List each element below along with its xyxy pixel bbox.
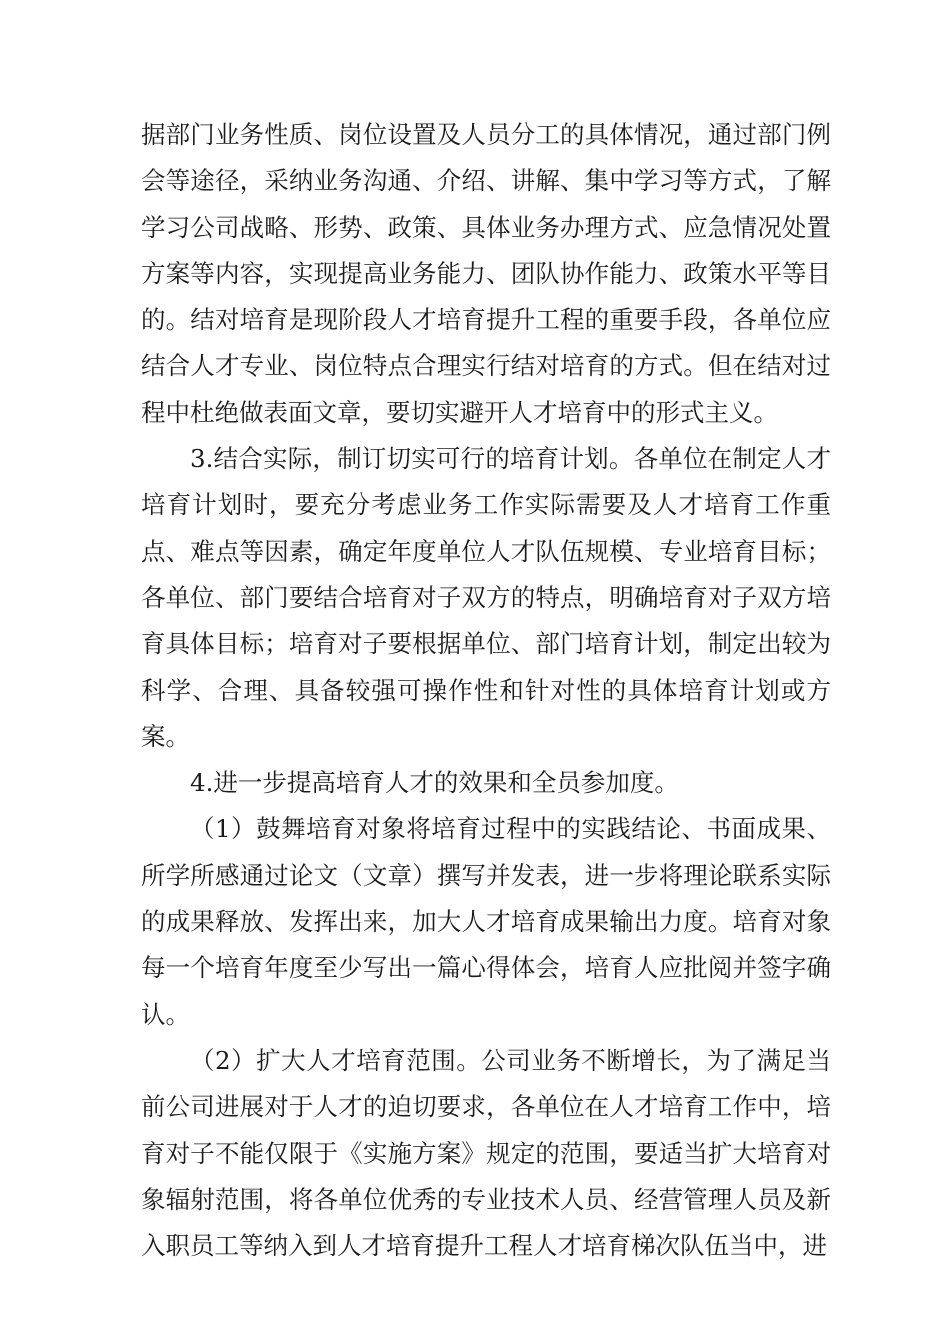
paragraph-item-3: 3.结合实际，制订切实可行的培育计划。各单位在制定人才培育计划时，要充分考虑业务工作实际需要及人才培育工作重点、难点等因素，确定年度单位人才队伍规模、专业培育目标；各单位、部门要结合培育对子双方的特点，明确培育对子双方培育具体目标；培育对子要根据单位、部门培育计划，制定出较为科学、合理、具备较强可操作性和针对性的具体培育计划或方案。 [141,444,831,751]
document-body [141,112,831,1269]
paragraph-item-4: 4.进一步提高培育人才的效果和全员参加度。 [190,768,679,798]
paragraph-continuation: 据部门业务性质、岗位设置及人员分工的具体情况，通过部门例会等途径，采纳业务沟通、介绍、讲解、集中学习等方式，了解学习公司战略、形势、政策、具体业务办理方式、应急情况处置方案等内容，实现提高业务能力、团队协作能力、政策水平等目的。结对培育是现阶段人才培育提升工程的重要手段，各单位应结合人才专业、岗位特点合理实行结对培育的方式。但在结对过程中杜绝做表面文章，要切实避开人才培育中的形式主义。 [141,120,831,427]
paragraph-subitem-2: （2）扩大人才培育范围。公司业务不断增长，为了满足当前公司进展对于人才的迫切要求，各单位在人才培育工作中，培育对子不能仅限于《实施方案》规定的范围，要适当扩大培育对象辐射范围，将各单位优秀的专业技术人员、经营管理人员及新入职员工等纳入到人才培育提升工程人才培育梯次队伍当中，进 [141,1045,831,1261]
paragraph-subitem-1: （1）鼓舞培育对象将培育过程中的实践结论、书面成果、所学所感通过论文（文章）撰写并发表，进一步将理论联系实际的成果释放、发挥出来，加大人才培育成果输出力度。培育对象每一个培育年度至少写出一篇心得体会，培育人应批阅并签字确认。 [141,814,831,1029]
